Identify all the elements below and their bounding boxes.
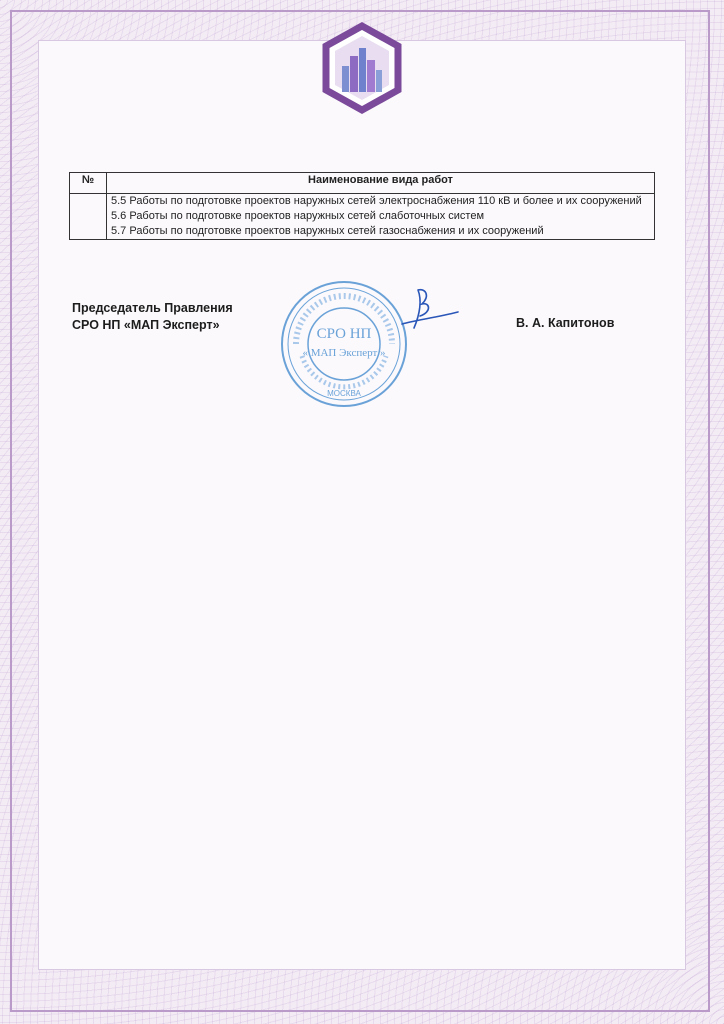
signatory-name: В. А. Капитонов bbox=[516, 316, 615, 330]
stamp-center-line-1: СРО НП bbox=[316, 326, 372, 342]
work-item: 5.5 Работы по подготовке проектов наружных сетей электроснабжения 110 кВ и более и их сооружений bbox=[111, 195, 642, 207]
work-item: 5.7 Работы по подготовке проектов наружных сетей газоснабжения и их сооружений bbox=[111, 225, 544, 237]
organization-logo bbox=[316, 22, 408, 114]
official-stamp bbox=[276, 276, 412, 412]
table-row bbox=[70, 194, 655, 240]
stamp-center-line-2: « МАП Эксперт » bbox=[302, 347, 386, 359]
column-header-number: № bbox=[70, 173, 107, 194]
work-item: 5.6 Работы по подготовке проектов наружных сетей слаботочных систем bbox=[111, 210, 485, 222]
table-header-row bbox=[70, 173, 655, 194]
handwritten-signature bbox=[396, 284, 462, 340]
signatory-position bbox=[72, 300, 233, 334]
work-types-cell bbox=[107, 194, 655, 240]
row-number bbox=[70, 194, 107, 240]
stamp-city: МОСКВА bbox=[327, 389, 361, 398]
column-header-name: Наименование вида работ bbox=[107, 173, 655, 194]
works-table bbox=[69, 172, 655, 240]
position-line-1: Председатель Правления bbox=[72, 301, 233, 315]
position-line-2: СРО НП «МАП Эксперт» bbox=[72, 318, 220, 332]
